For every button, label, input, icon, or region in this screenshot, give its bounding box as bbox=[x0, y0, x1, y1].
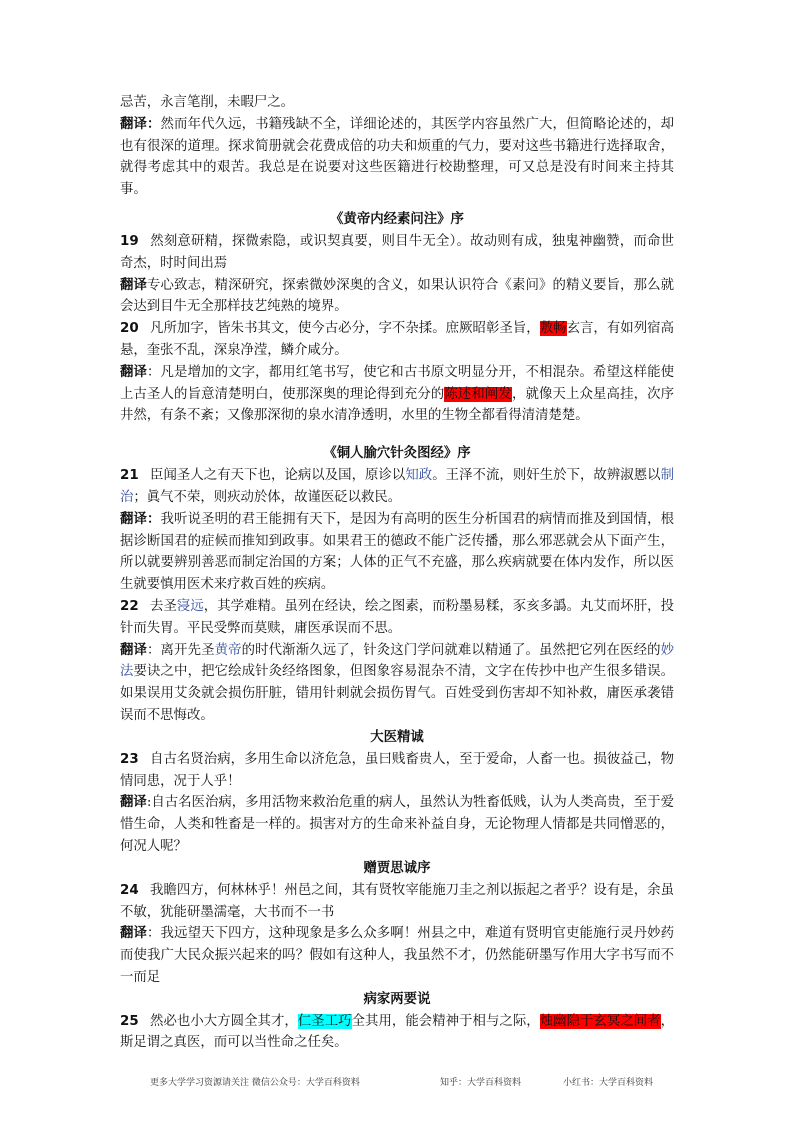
item-number: 21 bbox=[120, 468, 139, 484]
blue-term: 黄帝 bbox=[214, 642, 242, 658]
source-text: 然刻意研精，探微索隐，或识契真要，则目牛无全）。故动则有成，独鬼神幽赞，而命世奇杰，时时间出焉 bbox=[120, 233, 674, 271]
translation-text: ：我远望天下四方，这种现象是多么众多啊！州县之中，难道有贤明官吏能施行灵丹妙药而使我广大民众振兴起来的吗？假如有这种人，我虽然不才，仍然能研墨写作用大字书写而不一而足 bbox=[120, 926, 674, 985]
translation-label: 翻译： bbox=[120, 116, 161, 132]
translation-text: ：离开先圣 bbox=[147, 642, 215, 658]
translation-text: ，就像天上众星高挂，次序井然，有条不紊；又像那深彻的泉水清净透明，水里的生物全都看得清清楚楚。 bbox=[120, 386, 675, 424]
item-number: 20 bbox=[120, 321, 139, 337]
translation-paragraph-24 bbox=[120, 923, 674, 988]
translation-text: 的时代渐渐久远了，针灸这门学问就难以精通了。虽然把它列在医经的 bbox=[241, 642, 661, 658]
highlight-red: 烛幽隐于玄冥之间者 bbox=[539, 1013, 661, 1029]
source-text: ，其学难精。虽列在经诀，绘之图素，而粉墨易糅，豕亥多譌。丸艾而坏肝，投针而失胃。平民受弊而莫赎，庸医承误而不思。 bbox=[120, 598, 675, 636]
blue-term: 妙法 bbox=[120, 642, 675, 680]
highlight-cyan: 仁圣工巧 bbox=[297, 1013, 352, 1029]
highlight-red: 陈述和阐发 bbox=[444, 386, 512, 402]
translation-label: 翻译 bbox=[120, 926, 148, 942]
footer-wechat: 更多大学学习资源请关注 微信公众号：大学百科资料 bbox=[150, 1078, 360, 1088]
translation-paragraph-22 bbox=[120, 640, 674, 727]
translation-text: 要诀之中，把它绘成针灸经络图象，但图象容易混杂不清，文字在传抄中也产生很多错误。如果误用艾灸就会损伤肝脏，错用针刺就会损伤胃气。百姓受到伤害却不知补救，庸医承袭错误而不思悔改。 bbox=[120, 664, 674, 723]
translation-label: 翻译 bbox=[120, 795, 147, 811]
translation-label: 翻译 bbox=[120, 364, 148, 380]
translation-text: :自古名医治病，多用活物来救治危重的病人，虽然认为牲畜低贱，认为人类高贵，至于爱惜生命，人类和牲畜是一样的。损害对方的生命来补益自身，无论物理人情都是共同憎恶的，何况人呢？ bbox=[120, 795, 675, 854]
highlight-red: 敷畅 bbox=[539, 321, 567, 337]
source-text: 全其用，能会精神于相与之际， bbox=[351, 1013, 540, 1029]
translation-text: 然而年代久远，书籍残缺不全，详细论述的，其医学内容虽然广大，但简略论述的，却也有很深的道理。探求简册就会花费成倍的功夫和烦重的气力，要对这些书籍进行选择取舍，就得考虑其中的艰苦。我总是在说要对这些医籍进行校勘整理，可又总是没有时间来主持其事。 bbox=[120, 116, 674, 198]
section-title: 赠贾思诚序 bbox=[363, 860, 431, 876]
translation-label: 翻译 bbox=[120, 642, 148, 658]
blue-term: 知政 bbox=[405, 468, 433, 484]
item-number: 23 bbox=[120, 751, 139, 767]
source-paragraph-20 bbox=[120, 318, 674, 362]
footer-xiaohongshu: 小红书：大学百科资料 bbox=[563, 1078, 654, 1088]
source-text: 臣闻圣人之有天下也，论病以及国，原诊以 bbox=[150, 468, 406, 484]
document-body bbox=[120, 92, 674, 1054]
source-text: 自古名贤治病，多用生命以济危急，虽曰贱畜贵人，至于爱命，人畜一也。损彼益己，物情同患，况于人乎！ bbox=[120, 751, 674, 789]
translation-label: 翻译 bbox=[120, 277, 148, 293]
translation-paragraph-23 bbox=[120, 792, 674, 857]
section-title: 《黄帝内经素问注》序 bbox=[330, 211, 464, 227]
item-number: 24 bbox=[120, 882, 139, 898]
source-paragraph-21 bbox=[120, 465, 674, 509]
source-paragraph-22 bbox=[120, 596, 674, 640]
item-number: 19 bbox=[120, 233, 139, 249]
source-text: 然必也小大方圆全其才， bbox=[150, 1013, 298, 1029]
source-text: 去圣 bbox=[150, 598, 177, 614]
source-paragraph-24 bbox=[120, 880, 674, 924]
translation-text: 专心致志，精深研究，探索微妙深奥的含义，如果认识符合《素问》的精义要旨，那么就会达到目牛无全那样技艺纯熟的境界。 bbox=[120, 277, 674, 315]
source-paragraph-25 bbox=[120, 1011, 674, 1055]
translation-label: 翻译： bbox=[120, 511, 161, 527]
item-number: 25 bbox=[120, 1013, 139, 1029]
translation-text: ：凡是增加的文字，都用红笔书写，使它和古书原文明显分开，不相混杂。希望这样能使上古圣人的旨意清楚明白，使那深奥的理论得到充分的 bbox=[120, 364, 674, 402]
source-paragraph-23 bbox=[120, 749, 674, 793]
translation-paragraph bbox=[120, 114, 674, 201]
paragraph-continued: 忌苦，永言笔削，未暇尸之。 bbox=[120, 95, 295, 110]
blue-term: 制治 bbox=[120, 468, 675, 505]
footer-zhihu: 知乎：大学百科资料 bbox=[440, 1078, 522, 1088]
translation-text: 我听说圣明的君王能拥有天下，是因为有高明的医生分析国君的病情而推及到国情，根据诊断国君的症候而推知到政事。如果君王的德政不能广泛传播，那么邪恶就会从下面产生，所以就要辨别善恶而制定治国的方案；人体的正气不充盛，那么疾病就要在体内发作，所以医生就要慎用医术来疗救百姓的疾病。 bbox=[120, 511, 674, 593]
source-text: 凡所加字，皆朱书其文，使今古必分，字不杂揉。庶厥昭彰圣旨， bbox=[150, 321, 540, 337]
translation-paragraph-21 bbox=[120, 509, 674, 596]
source-text: 我瞻四方，何林林乎！州邑之间，其有贤牧宰能施刀圭之剂以振起之者乎？设有是，余虽不敏，犹能研墨濡毫，大书而不一书 bbox=[120, 882, 674, 920]
translation-paragraph-20 bbox=[120, 362, 674, 427]
source-paragraph-19 bbox=[120, 231, 674, 275]
translation-paragraph-19 bbox=[120, 275, 674, 319]
source-text: 。王泽不流，则奸生於下，故辨淑慝以 bbox=[432, 468, 661, 484]
section-title: 大医精诚 bbox=[370, 729, 424, 745]
item-number: 22 bbox=[120, 598, 139, 614]
section-title: 《铜人腧穴针灸图经》序 bbox=[323, 446, 471, 462]
source-text: 玄言，有如列宿高悬，奎张不乱，深泉净滢，鳞介咸分。 bbox=[120, 321, 675, 358]
source-text: ；眞气不荣，则疢动於体，故谨医砭以救民。 bbox=[133, 489, 402, 505]
source-text: ，斯足谓之真医，而可以当性命之任矣。 bbox=[120, 1013, 675, 1051]
section-title: 病家两要说 bbox=[363, 991, 431, 1007]
blue-term: 寖远 bbox=[176, 598, 204, 614]
